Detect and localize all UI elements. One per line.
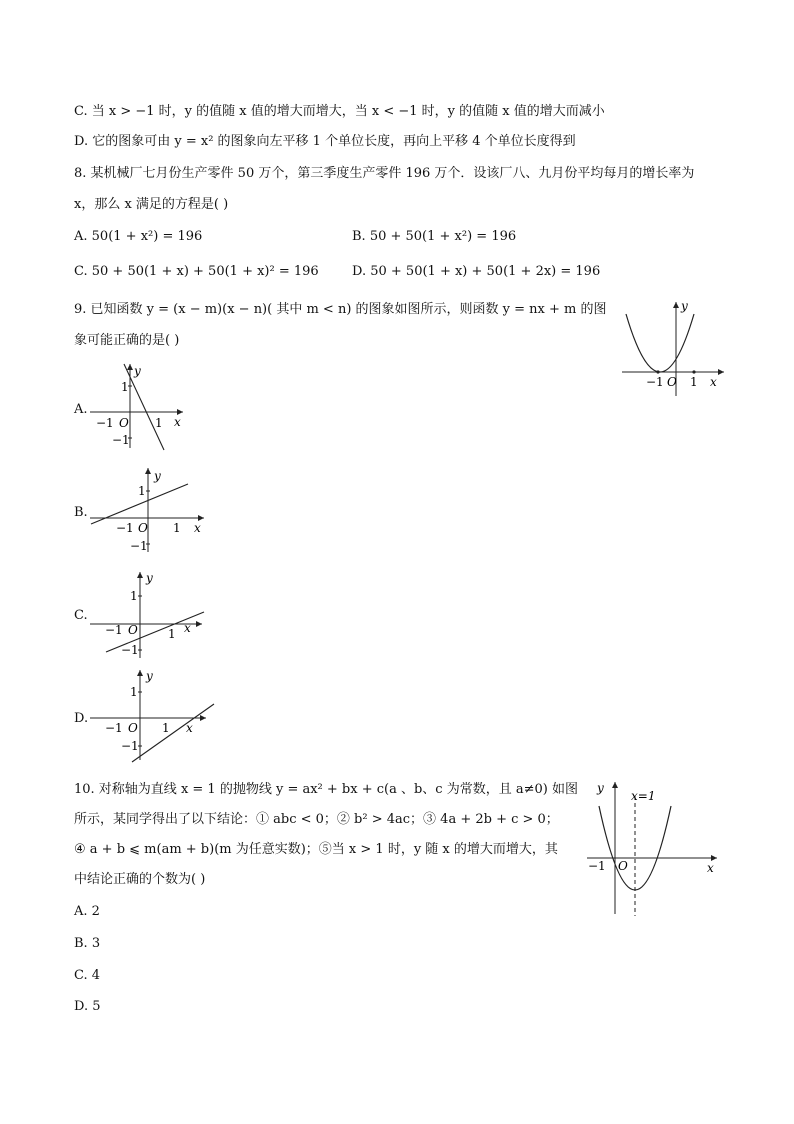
q7-option-c: C. 当 x > −1 时，y 的值随 x 值的增大而增大，当 x < −1 时，y 的值随 x 值的增大而减小 (74, 104, 605, 119)
q10-neg-one: −1 (588, 859, 606, 873)
q9-c-tick-one-x: 1 (168, 627, 176, 641)
q9-option-a-label: A. (74, 402, 88, 417)
q9-option-b-graph (88, 466, 208, 556)
q9-reference-parabola-figure (618, 296, 728, 404)
q9-d-neg-one-y: −1 (121, 739, 139, 753)
q9-d-tick-one-x: 1 (162, 721, 170, 735)
q9-d-origin: O (128, 721, 138, 735)
q9-option-d-label: D. (74, 711, 89, 726)
q9-ref-y-label: y (681, 299, 688, 313)
q9-c-neg-one-y: −1 (121, 643, 139, 657)
q10-axis-line-label: x=1 (631, 789, 656, 803)
q9-stem-line2: 象可能正确的是( ) (74, 333, 180, 348)
q9-c-neg-one-x: −1 (105, 623, 123, 637)
q9-b-neg-one-x: −1 (116, 521, 134, 535)
q9-a-neg-one-y: −1 (112, 433, 130, 447)
q9-a-tick-one-x: 1 (155, 416, 163, 430)
q9-c-tick-one-y: 1 (130, 589, 138, 603)
q10-x-label: x (707, 861, 714, 875)
q9-d-neg-one-x: −1 (105, 721, 123, 735)
q9-c-origin: O (128, 623, 138, 637)
q9-ref-origin: O (667, 375, 677, 389)
q9-a-neg-one-x: −1 (96, 416, 114, 430)
q9-d-x-label: x (186, 721, 193, 735)
q9-option-c-label: C. (74, 608, 88, 623)
q9-ref-neg-one: −1 (646, 375, 664, 389)
q10-stem-line2: 所示，某同学得出了以下结论：① abc < 0；② b² > 4ac；③ 4a + 2b + c > 0； (74, 812, 559, 827)
q9-b-x-label: x (194, 521, 201, 535)
q8-option-a: A. 50(1 + x²) = 196 (74, 229, 203, 244)
q9-b-tick-one-x: 1 (173, 521, 181, 535)
q9-d-y-label: y (146, 669, 153, 683)
q9-b-tick-one-y: 1 (138, 484, 146, 498)
q9-option-c-graph (88, 568, 212, 660)
q9-b-neg-one-y: −1 (130, 539, 148, 553)
q9-c-y-label: y (146, 571, 153, 585)
q9-stem-line1: 9. 已知函数 y = (x − m)(x − n)( 其中 m < n) 的图象如图所示，则函数 y = nx + m 的图 (74, 302, 607, 317)
q8-option-b: B. 50 + 50(1 + x²) = 196 (352, 229, 517, 244)
q9-b-y-label: y (154, 469, 161, 483)
q10-y-label: y (597, 781, 604, 795)
q10-option-a: A. 2 (74, 904, 100, 919)
q10-stem-line4: 中结论正确的个数为( ) (74, 872, 206, 887)
q10-origin: O (618, 859, 628, 873)
q8-stem-line1: 8. 某机械厂七月份生产零件 50 万个，第三季度生产零件 196 万个．设该厂八、九月份平均每月的增长率为 (74, 166, 695, 181)
q10-option-c: C. 4 (74, 968, 101, 983)
q8-option-c: C. 50 + 50(1 + x) + 50(1 + x)² = 196 (74, 264, 319, 279)
q8-option-d: D. 50 + 50(1 + x) + 50(1 + 2x) = 196 (352, 264, 601, 279)
q9-a-x-label: x (174, 415, 181, 429)
q9-option-a-graph (88, 360, 198, 452)
q10-option-d: D. 5 (74, 999, 101, 1014)
q9-b-origin: O (138, 521, 148, 535)
q9-a-tick-one-y: 1 (121, 380, 129, 394)
q9-d-tick-one-y: 1 (130, 685, 138, 699)
q10-stem-line1: 10. 对称轴为直线 x = 1 的抛物线 y = ax² + bx + c(a 、b、c 为常数，且 a≠0) 如图 (74, 782, 578, 797)
q9-a-y-label: y (134, 364, 141, 378)
q7-option-d: D. 它的图象可由 y = x² 的图象向左平移 1 个单位长度，再向上平移 4 个单位长度得到 (74, 134, 576, 149)
q8-stem-line2: x，那么 x 满足的方程是( ) (74, 197, 229, 212)
q9-c-x-label: x (184, 621, 191, 635)
q10-option-b: B. 3 (74, 936, 101, 951)
q9-option-d-graph (88, 668, 218, 764)
q9-ref-one: 1 (690, 375, 698, 389)
q9-a-origin: O (119, 416, 129, 430)
q9-option-b-label: B. (74, 505, 88, 520)
q10-stem-line3: ④ a + b ⩽ m(am + b)(m 为任意实数)；⑤当 x > 1 时，y 随 x 的增大而增大，其 (74, 842, 558, 857)
q9-ref-x-label: x (710, 375, 717, 389)
q10-parabola-figure (585, 778, 725, 918)
